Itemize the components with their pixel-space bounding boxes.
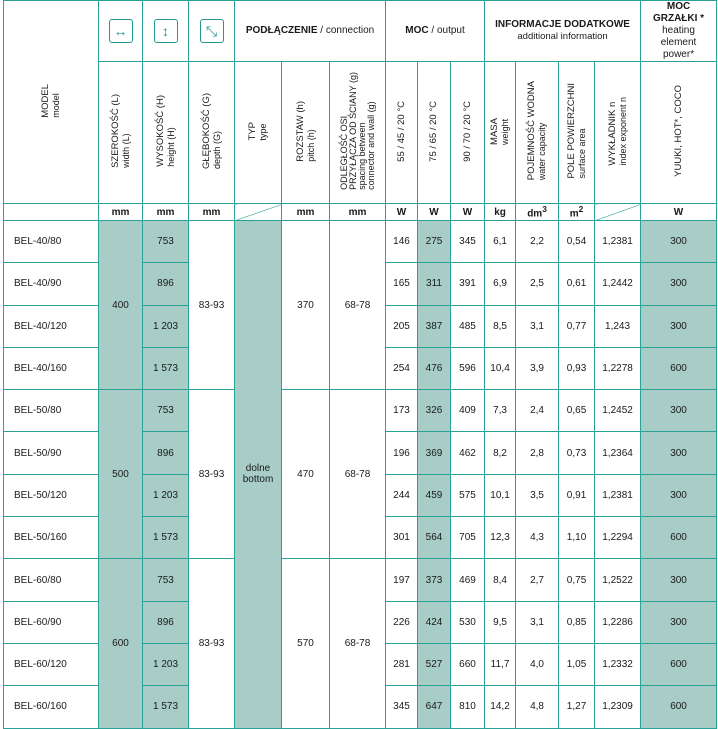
surface-cell: 1,05 [559,643,595,685]
unit-output-55: W [386,204,418,221]
depth-cell: 83-93 [189,390,235,559]
output-90-cell: 705 [451,517,485,559]
height-cell: 1 573 [143,686,189,728]
depth-cell: 83-93 [189,221,235,390]
type-value-pl: dolne [245,463,271,475]
output-header: MOC / output [386,1,485,62]
surface-cell: 0,93 [559,347,595,389]
output-75-cell: 564 [418,517,451,559]
depth-icon-cell [189,1,235,62]
surface-cell: 1,10 [559,517,595,559]
type-header: TYP type [235,62,282,204]
spacing-cell: 68-78 [330,559,386,728]
output-90-cell: 810 [451,686,485,728]
model-cell: BEL-60/120 [4,643,99,685]
mass-cell: 6,1 [485,221,516,263]
output-90-cell: 469 [451,559,485,601]
unit-capacity: $dm^3$ [516,204,559,221]
height-cell: 1 573 [143,517,189,559]
exponent-cell: 1,2309 [595,686,641,728]
type-cell [235,221,282,729]
heating-power-header: MOC GRZAŁKI * heating element power* [641,1,717,62]
table-row [4,221,717,263]
type-value-en: bottom [242,474,274,486]
height-cell: 1 573 [143,347,189,389]
output-75-cell: 311 [418,263,451,305]
mass-cell: 12,3 [485,517,516,559]
model-cell: BEL-50/90 [4,432,99,474]
pitch-header: ROZSTAW (h) pitch (h) [282,62,330,204]
output-55-cell: 345 [386,686,418,728]
mass-cell: 8,4 [485,559,516,601]
capacity-cell: 2,8 [516,432,559,474]
exponent-cell: 1,2442 [595,263,641,305]
mass-cell: 10,1 [485,474,516,516]
additional-info-header: INFORMACJE DODATKOWE additional information [485,1,641,62]
capacity-cell: 2,5 [516,263,559,305]
exponent-cell: 1,2452 [595,390,641,432]
pitch-cell: 370 [282,221,330,390]
unit-spacing: mm [330,204,386,221]
heater-cell: 300 [641,601,717,643]
unit-type [235,204,282,221]
capacity-header: POJEMNOŚĆ WODNA water capacity [516,62,559,204]
width-cell: 600 [99,559,143,728]
mass-cell: 9,5 [485,601,516,643]
height-cell: 753 [143,559,189,601]
surface-cell: 1,27 [559,686,595,728]
surface-cell: 0,65 [559,390,595,432]
table-row [4,390,717,432]
heater-cell: 300 [641,432,717,474]
capacity-cell: 4,8 [516,686,559,728]
mass-cell: 6,9 [485,263,516,305]
capacity-cell: 3,1 [516,305,559,347]
unit-height: mm [143,204,189,221]
width-icon-cell [99,1,143,62]
output-75-cell: 527 [418,643,451,685]
output-90-cell: 391 [451,263,485,305]
output-55-cell: 146 [386,221,418,263]
width-cell: 500 [99,390,143,559]
heater-cell: 300 [641,559,717,601]
output-90-cell: 660 [451,643,485,685]
heating-types-header: YUUKI, HOT*, COCO [641,62,717,204]
output-55-cell: 205 [386,305,418,347]
heater-cell: 600 [641,517,717,559]
height-cell: 896 [143,601,189,643]
output-55-header: 55 / 45 / 20 °C [386,62,418,204]
mass-header: MASA weight [485,62,516,204]
exponent-cell: 1,2522 [595,559,641,601]
exponent-cell: 1,2278 [595,347,641,389]
pitch-cell: 570 [282,559,330,728]
unit-model [4,204,99,221]
capacity-cell: 2,4 [516,390,559,432]
output-75-cell: 476 [418,347,451,389]
output-90-cell: 485 [451,305,485,347]
output-90-cell: 345 [451,221,485,263]
model-header: MODEL model [4,1,99,204]
output-55-cell: 197 [386,559,418,601]
surface-cell: 0,85 [559,601,595,643]
unit-mass: kg [485,204,516,221]
width-header: SZEROKOŚĆ (L) width (L) [99,62,143,204]
output-90-cell: 575 [451,474,485,516]
output-75-cell: 369 [418,432,451,474]
unit-surface: $m^2$ [559,204,595,221]
output-55-cell: 301 [386,517,418,559]
height-cell: 1 203 [143,643,189,685]
model-cell: BEL-60/80 [4,559,99,601]
height-header: WYSOKOŚĆ (H) height (H) [143,62,189,204]
heater-cell: 300 [641,305,717,347]
capacity-cell: 4,3 [516,517,559,559]
mass-cell: 11,7 [485,643,516,685]
output-75-cell: 387 [418,305,451,347]
capacity-cell: 4,0 [516,643,559,685]
depth-header: GŁĘBOKOŚĆ (G) depth (G) [189,62,235,204]
output-75-header: 75 / 65 / 20 °C [418,62,451,204]
output-75-cell: 647 [418,686,451,728]
output-55-cell: 226 [386,601,418,643]
mass-cell: 14,2 [485,686,516,728]
surface-header: POLE POWIERZCHNI surface area [559,62,595,204]
model-cell: BEL-60/160 [4,686,99,728]
heater-cell: 300 [641,390,717,432]
output-90-header: 90 / 70 / 20 °C [451,62,485,204]
output-75-cell: 373 [418,559,451,601]
arrows-horizontal-icon: ↔ [109,19,133,43]
height-cell: 1 203 [143,305,189,347]
output-75-cell: 459 [418,474,451,516]
height-icon-cell [143,1,189,62]
arrows-diagonal-icon: ⤡ [200,19,224,43]
height-cell: 896 [143,432,189,474]
output-75-cell: 424 [418,601,451,643]
heater-cell: 300 [641,263,717,305]
connection-header: PODŁĄCZENIE / connection [235,1,386,62]
unit-heater: W [641,204,717,221]
output-55-cell: 254 [386,347,418,389]
height-cell: 753 [143,221,189,263]
surface-cell: 0,61 [559,263,595,305]
exponent-header: WYKŁADNIK n index exponent n [595,62,641,204]
unit-depth: mm [189,204,235,221]
output-75-cell: 326 [418,390,451,432]
exponent-cell: 1,2381 [595,221,641,263]
heater-cell: 300 [641,221,717,263]
capacity-cell: 3,5 [516,474,559,516]
surface-cell: 0,73 [559,432,595,474]
table-body [4,221,717,729]
output-90-cell: 462 [451,432,485,474]
output-90-cell: 530 [451,601,485,643]
capacity-cell: 2,2 [516,221,559,263]
pitch-cell: 470 [282,390,330,559]
output-55-cell: 165 [386,263,418,305]
width-cell: 400 [99,221,143,390]
heater-cell: 300 [641,474,717,516]
spacing-cell: 68-78 [330,390,386,559]
unit-output-90: W [451,204,485,221]
output-90-cell: 409 [451,390,485,432]
mass-cell: 8,2 [485,432,516,474]
surface-cell: 0,75 [559,559,595,601]
unit-pitch: mm [282,204,330,221]
exponent-cell: 1,2286 [595,601,641,643]
mass-cell: 10,4 [485,347,516,389]
unit-exponent [595,204,641,221]
depth-cell: 83-93 [189,559,235,728]
table-row [4,559,717,601]
model-cell: BEL-40/160 [4,347,99,389]
surface-cell: 0,54 [559,221,595,263]
unit-width: mm [99,204,143,221]
output-55-cell: 244 [386,474,418,516]
spec-table [3,0,717,729]
exponent-cell: 1,2332 [595,643,641,685]
height-cell: 753 [143,390,189,432]
exponent-cell: 1,243 [595,305,641,347]
model-cell: BEL-60/90 [4,601,99,643]
output-75-cell: 275 [418,221,451,263]
spacing-header: ODLEGŁOŚĆ OSI PRZYŁĄCZA OD ŚCIANY (g) spacing between connector and wall (g) [330,62,386,204]
spacing-cell: 68-78 [330,221,386,390]
capacity-cell: 3,9 [516,347,559,389]
heater-cell: 600 [641,347,717,389]
exponent-cell: 1,2381 [595,474,641,516]
mass-cell: 7,3 [485,390,516,432]
output-55-cell: 196 [386,432,418,474]
heater-cell: 600 [641,686,717,728]
arrows-vertical-icon: ↕ [154,19,178,43]
model-cell: BEL-50/80 [4,390,99,432]
surface-cell: 0,91 [559,474,595,516]
model-cell: BEL-50/120 [4,474,99,516]
capacity-cell: 3,1 [516,601,559,643]
surface-cell: 0,77 [559,305,595,347]
height-cell: 896 [143,263,189,305]
model-cell: BEL-40/80 [4,221,99,263]
output-90-cell: 596 [451,347,485,389]
model-cell: BEL-40/90 [4,263,99,305]
heater-cell: 600 [641,643,717,685]
capacity-cell: 2,7 [516,559,559,601]
mass-cell: 8,5 [485,305,516,347]
exponent-cell: 1,2294 [595,517,641,559]
model-cell: BEL-40/120 [4,305,99,347]
height-cell: 1 203 [143,474,189,516]
exponent-cell: 1,2364 [595,432,641,474]
unit-output-75: W [418,204,451,221]
model-cell: BEL-50/160 [4,517,99,559]
output-55-cell: 281 [386,643,418,685]
output-55-cell: 173 [386,390,418,432]
